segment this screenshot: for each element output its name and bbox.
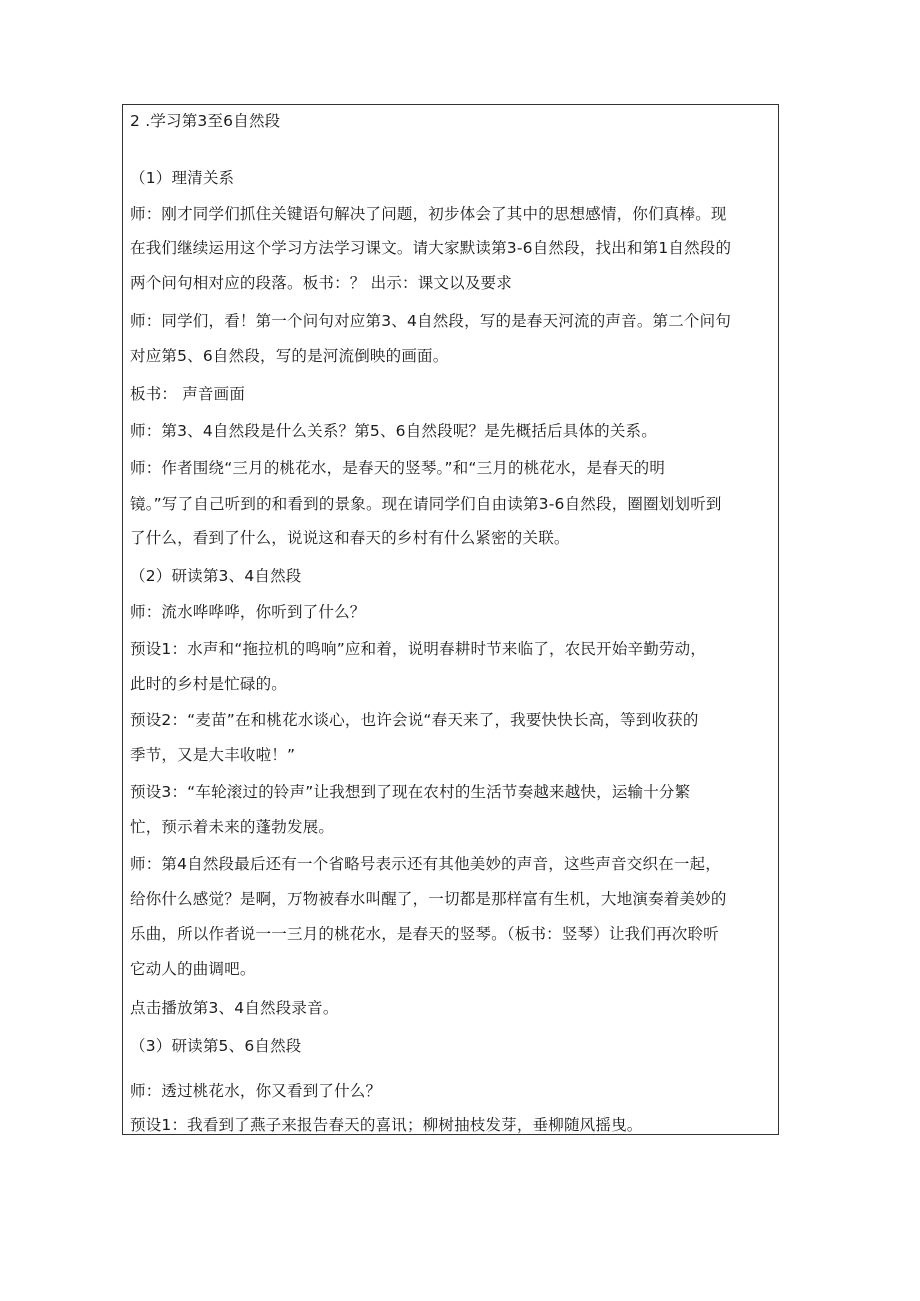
text-line: 预设3：“车轮滚过的铃声”让我想到了现在农村的生活节奏越来越快，运输十分繁	[130, 783, 691, 801]
text-line: 师：流水哗哗哗，你听到了什么？	[130, 603, 366, 621]
text-line: 镜。”写了自己听到的和看到的景象。现在请同学们自由读第3-6自然段，圈圈划划听到	[130, 495, 722, 513]
text-line: 师：刚才同学们抓住关键语句解决了问题，初步体会了其中的思想感情，你们真棒。现	[130, 205, 727, 223]
text-line: 预设1：我看到了燕子来报告春天的喜讯；柳树抽枝发芽，垂柳随风摇曳。	[130, 1116, 643, 1134]
text-line: 了什么，看到了什么，说说这和春天的乡村有什么紧密的关联。	[130, 529, 570, 547]
section-heading: 2 .学习第3至6自然段	[130, 112, 281, 130]
subheading-clarify: （1）理清关系	[130, 169, 235, 187]
subheading-section-3-4: （2）研读第3、4自然段	[130, 567, 302, 585]
text-line: 在我们继续运用这个学习方法学习课文。请大家默读第3-6自然段，找出和第1自然段的	[130, 239, 732, 257]
text-line: 此时的乡村是忙碌的。	[130, 675, 288, 693]
text-line: 它动人的曲调吧。	[130, 960, 256, 978]
text-line: 师：第4自然段最后还有一个省略号表示还有其他美妙的声音，这些声音交织在一起，	[130, 855, 721, 873]
text-line: 两个问句相对应的段落。板书：？ 出示：课文以及要求	[130, 274, 512, 292]
text-line: 对应第5、6自然段，写的是河流倒映的画面。	[130, 347, 449, 365]
text-line: 师：透过桃花水，你又看到了什么？	[130, 1082, 382, 1100]
text-line: 预设2：“麦苗”在和桃花水谈心，也许会说“春天来了，我要快快长高，等到收获的	[130, 711, 699, 729]
text-line: 师：作者围绕“三月的桃花水，是春天的竖琴。”和“三月的桃花水，是春天的明	[130, 459, 666, 477]
subheading-section-5-6: （3）研读第5、6自然段	[130, 1037, 302, 1055]
text-line: 预设1：水声和“拖拉机的鸣响”应和着，说明春耕时节来临了，农民开始辛勤劳动，	[130, 640, 707, 658]
text-line: 忙，预示着未来的蓬勃发展。	[130, 818, 335, 836]
text-line: 乐曲，所以作者说一一三月的桃花水，是春天的竖琴。（板书：竖琴）让我们再次聆听	[130, 925, 719, 943]
text-line: 师：第3、4自然段是什么关系？第5、6自然段呢？是先概括后具体的关系。	[130, 422, 657, 440]
text-line: 板书： 声音画面	[130, 385, 246, 403]
text-line: 点击播放第3、4自然段录音。	[130, 999, 339, 1017]
text-line: 给你什么感觉？是啊，万物被春水叫醒了，一切都是那样富有生机，大地演奏着美妙的	[130, 890, 727, 908]
text-line: 师：同学们，看！第一个问句对应第3、4自然段，写的是春天河流的声音。第二个问句	[130, 312, 732, 330]
text-line: 季节，又是大丰收啦！”	[130, 746, 296, 764]
